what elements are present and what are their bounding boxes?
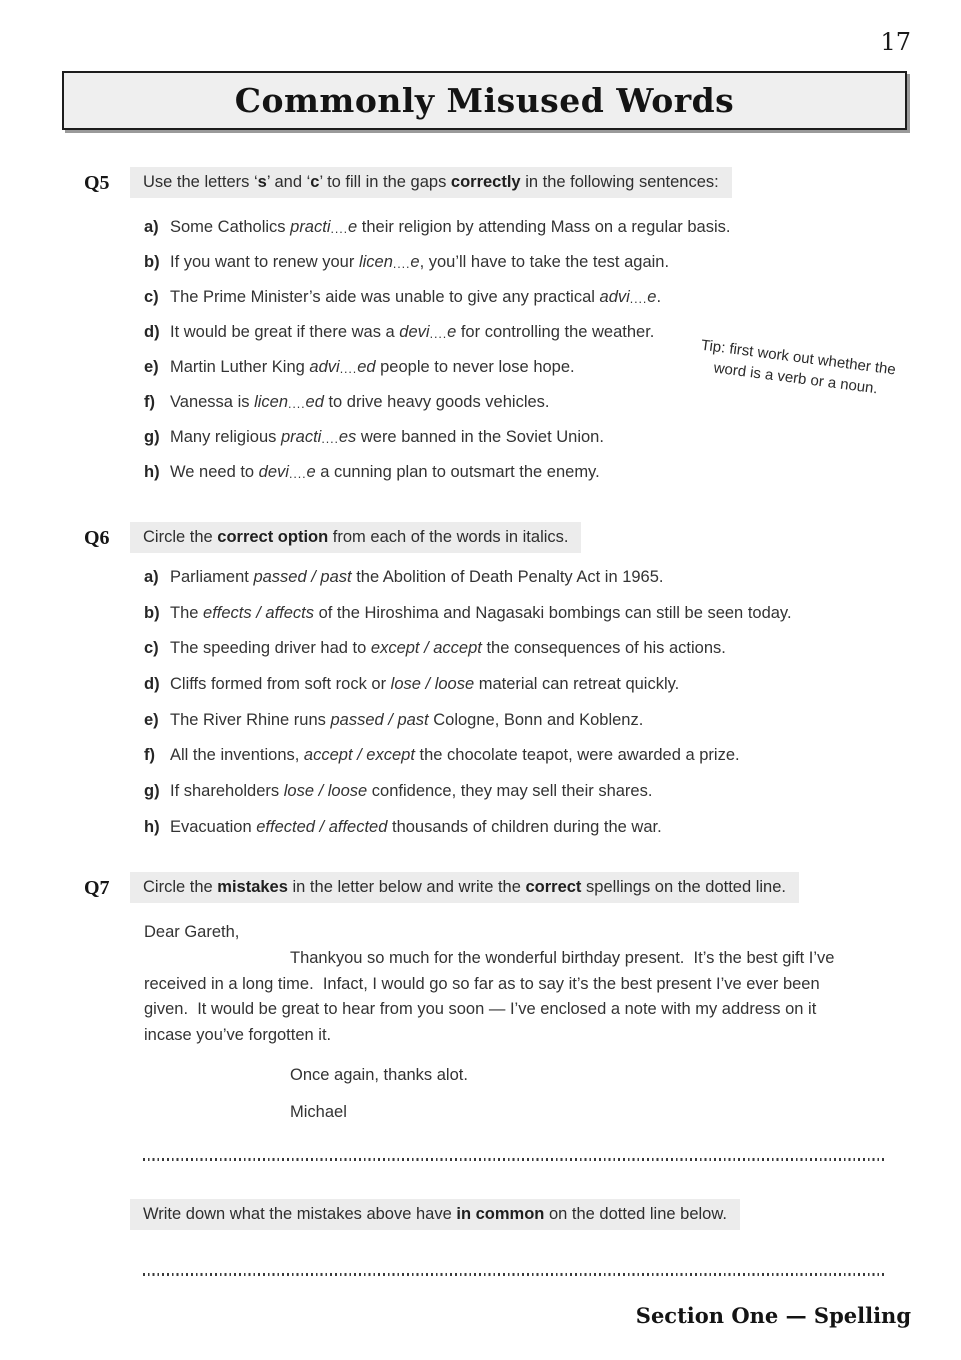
q7-instruction-part: Circle the [143, 878, 218, 896]
q6-instruction-part: Circle the [143, 528, 218, 546]
item-text-pre: Many religious [170, 428, 281, 446]
word-gap-dots[interactable]: .... [321, 432, 339, 446]
item-letter: h) [144, 817, 160, 836]
common-instruction [130, 1199, 740, 1230]
word-options[interactable]: lose / loose [283, 782, 368, 801]
page-number: 17 [880, 28, 911, 56]
item-letter: c) [144, 639, 159, 658]
q5-instruction-letter-s: s [257, 173, 267, 191]
item-text-post: of the Hiroshima and Nagasaki bombings can still be seen today. [314, 603, 792, 622]
q5-item [144, 420, 934, 455]
word-gap-dots[interactable]: .... [429, 327, 448, 341]
q6-item [144, 810, 934, 846]
word-stem: licen [254, 393, 289, 411]
word-suffix: e [348, 218, 358, 236]
item-text-post: a cunning plan to outsmart the enemy. [315, 463, 600, 481]
word-suffix: ed [305, 393, 324, 411]
word-gap-dots[interactable]: .... [330, 222, 348, 236]
item-text-pre: If shareholders [170, 782, 284, 801]
item-letter: g) [144, 782, 160, 801]
q5-item [144, 280, 934, 315]
letter-body [144, 946, 834, 1048]
answer-dotted-line[interactable] [143, 1273, 885, 1276]
section-footer: Section One — Spelling [635, 1303, 911, 1328]
letter-signature: Michael [290, 1103, 347, 1121]
word-options[interactable]: lose / loose [390, 675, 475, 694]
item-letter: f) [144, 393, 155, 411]
tip-note: Tip: first work out whether the word is a verb or a noun. [699, 336, 897, 398]
item-text-post: people to never lose hope. [375, 358, 575, 376]
word-options[interactable]: accept / except [303, 746, 415, 765]
word-stem: practi [280, 428, 322, 446]
q6-item-list [144, 560, 934, 846]
word-options[interactable]: passed / past [253, 568, 352, 586]
item-text-pre: We need to [170, 463, 259, 481]
q6-instruction-part: from each of the words in italics. [328, 528, 569, 546]
q7-instruction [130, 872, 799, 903]
word-suffix: ed [357, 358, 376, 376]
word-options[interactable]: effects / affects [203, 603, 314, 622]
word-gap-dots[interactable]: .... [339, 362, 358, 376]
letter-line: received in a long time. Infact, I would go so far as to say it’s the best present I’ve ever been [144, 974, 820, 993]
item-text-pre: If you want to renew your [170, 253, 359, 271]
item-text-pre: The Prime Minister’s aide was unable to give any practical [170, 288, 600, 306]
item-text-pre: The [170, 603, 204, 622]
q6-item [144, 631, 934, 667]
item-text-post: their religion by attending Mass on a regular basis. [357, 218, 731, 236]
item-text-post: . [656, 288, 662, 306]
item-letter: b) [144, 603, 160, 622]
item-text-post: material can retreat quickly. [474, 675, 680, 694]
item-text-pre: Some Catholics [170, 218, 291, 236]
word-suffix: e [410, 253, 420, 271]
word-stem: practi [290, 218, 331, 236]
letter-salutation: Dear Gareth, [144, 923, 240, 941]
item-text-post: Cologne, Bonn and Koblenz. [428, 710, 644, 729]
word-stem: devi [399, 323, 430, 341]
word-gap-dots[interactable]: .... [629, 292, 648, 306]
q6-instruction-bold: correct option [217, 528, 329, 546]
item-text-post: the Abolition of Death Penalty Act in 1965. [351, 568, 664, 586]
q5-item [144, 245, 934, 280]
q6-item [144, 703, 934, 739]
item-text-post: were banned in the Soviet Union. [356, 428, 604, 446]
item-letter: h) [144, 463, 160, 481]
q5-instruction-letter-c: c [310, 173, 320, 191]
word-gap-dots[interactable]: .... [288, 467, 307, 481]
q5-label: Q5 [84, 172, 110, 194]
item-text-post: confidence, they may sell their shares. [367, 782, 653, 801]
item-text-pre: Parliament [170, 568, 254, 586]
word-suffix: es [338, 428, 357, 446]
item-text-post: to drive heavy goods vehicles. [323, 393, 550, 411]
word-stem: licen [358, 253, 393, 271]
q7-instruction-bold: correct [525, 878, 582, 896]
item-text-pre: All the inventions, [170, 746, 304, 765]
item-letter: a) [144, 218, 159, 236]
word-suffix: e [306, 463, 316, 481]
word-stem: advi [309, 358, 340, 376]
letter-line: incase you’ve forgotten it. [144, 1025, 332, 1044]
q5-instruction-part: Use the letters ‘ [143, 173, 258, 191]
q7-instruction-bold: mistakes [217, 878, 288, 896]
item-text-post: for controlling the weather. [456, 323, 655, 341]
item-letter: b) [144, 253, 160, 271]
item-text-pre: Evacuation [170, 817, 257, 836]
common-instruction-part: on the dotted line below. [544, 1205, 727, 1223]
word-suffix: e [447, 323, 457, 341]
word-stem: advi [599, 288, 630, 306]
word-gap-dots[interactable]: .... [288, 397, 306, 411]
word-suffix: e [647, 288, 657, 306]
word-gap-dots[interactable]: .... [392, 257, 411, 271]
common-instruction-part: Write down what the mistakes above have [143, 1205, 457, 1223]
q6-item [144, 774, 934, 810]
item-text-pre: Vanessa is [170, 393, 255, 411]
q5-instruction-part: ’ and ‘ [266, 173, 311, 191]
q7-label: Q7 [84, 877, 110, 899]
item-letter: d) [144, 323, 160, 341]
q5-instruction-part: in the following sentences: [520, 173, 719, 191]
q6-item [144, 596, 934, 632]
q6-item [144, 667, 934, 703]
common-instruction-bold: in common [456, 1205, 545, 1223]
item-text-post: the consequences of his actions. [481, 639, 726, 658]
q6-item [144, 738, 934, 774]
q5-instruction [130, 167, 732, 198]
item-text-post: thousands of children during the war. [387, 817, 662, 836]
q7-instruction-part: spellings on the dotted line. [581, 878, 786, 896]
item-letter: f) [144, 746, 155, 765]
answer-dotted-line[interactable] [143, 1158, 885, 1161]
word-stem: devi [258, 463, 289, 481]
q6-label: Q6 [84, 527, 110, 549]
item-letter: g) [144, 428, 160, 446]
q5-item [144, 315, 934, 350]
letter-closing: Once again, thanks alot. [290, 1066, 468, 1084]
item-letter: e) [144, 710, 159, 729]
item-letter: d) [144, 675, 160, 694]
item-text-post: , you’ll have to take the test again. [419, 253, 670, 271]
item-letter: e) [144, 358, 159, 376]
item-text-post: the chocolate teapot, were awarded a prize. [414, 746, 740, 765]
q6-instruction [130, 522, 581, 553]
item-text-pre: It would be great if there was a [170, 323, 400, 341]
q5-item [144, 210, 934, 245]
item-letter: a) [144, 568, 159, 586]
word-options[interactable]: passed / past [330, 710, 429, 729]
q5-instruction-part: ’ to fill in the gaps [319, 173, 451, 191]
q7-instruction-part: in the letter below and write the [287, 878, 526, 896]
q5-item [144, 455, 934, 490]
item-text-pre: Martin Luther King [170, 358, 310, 376]
q6-item [144, 560, 934, 596]
item-text-pre: The River Rhine runs [170, 710, 331, 729]
q5-instruction-bold: correctly [450, 173, 521, 191]
item-text-pre: Cliffs formed from soft rock or [170, 675, 391, 694]
word-options[interactable]: except / accept [370, 639, 482, 658]
letter-line: Thankyou so much for the wonderful birthday present. It’s the best gift I’ve [290, 949, 835, 967]
word-options[interactable]: effected / affected [256, 817, 388, 836]
item-letter: c) [144, 288, 159, 306]
page-title: Commonly Misused Words [234, 81, 735, 120]
item-text-pre: The speeding driver had to [170, 639, 371, 658]
title-box [62, 71, 907, 130]
letter-line: given. It would be great to hear from you soon — I’ve enclosed a note with my address on it [144, 1000, 817, 1018]
